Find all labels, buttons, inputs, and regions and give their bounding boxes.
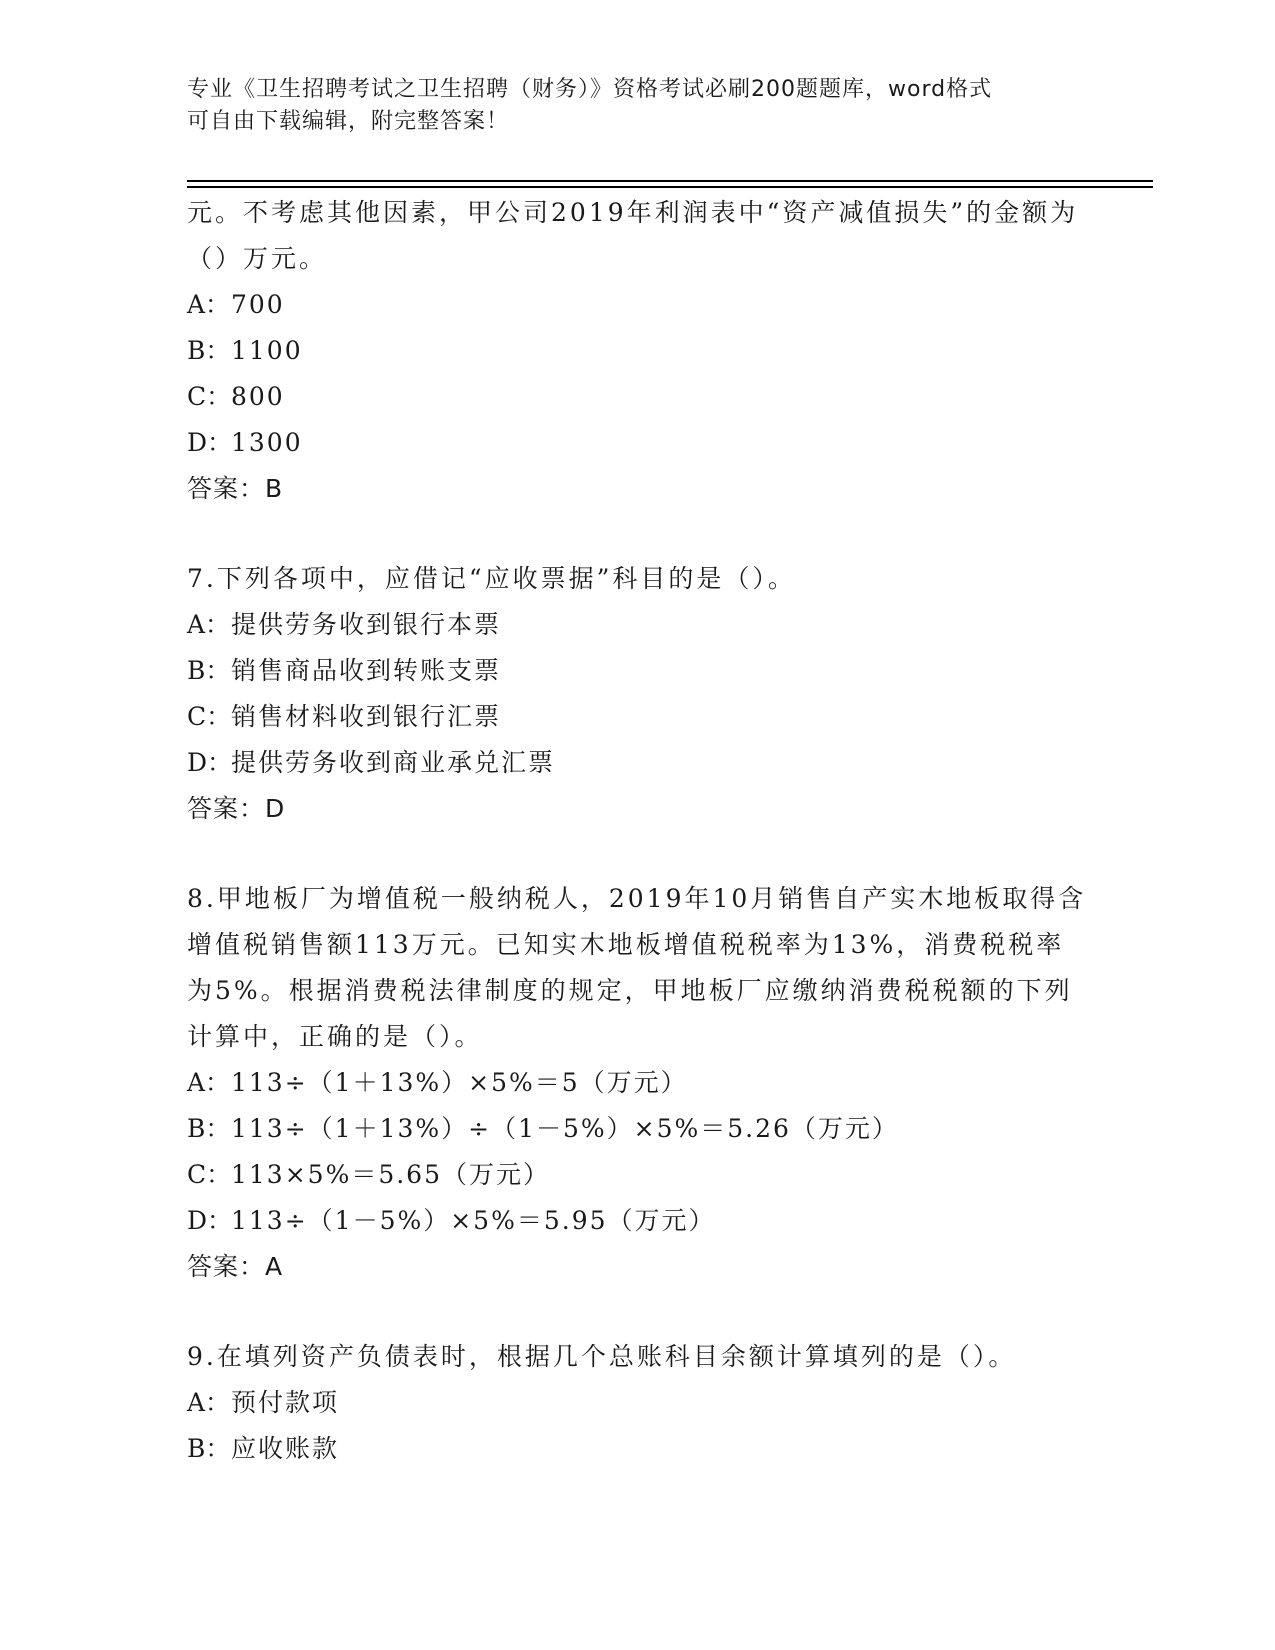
option-c [187,694,1087,740]
answer-line: 答案：D [187,794,286,823]
option-text: 销售商品收到转账支票 [231,656,502,685]
option-key: B： [187,1114,231,1143]
option-d [187,420,1087,466]
option-key: A： [187,610,231,639]
option-text: 应收账款 [231,1434,340,1463]
option-text: 700 [231,290,285,319]
option-key: C： [187,382,232,411]
option-a [187,1380,1087,1426]
option-b [187,648,1087,694]
header-line-2: 可自由下载编辑，附完整答案！ [187,109,510,134]
option-b [187,1426,1087,1472]
option-text: 提供劳务收到银行本票 [231,610,502,639]
option-key: A： [187,290,231,319]
option-key: C： [187,702,232,731]
question-stem: 元。不考虑其他因素，甲公司2019年利润表中“资产减值损失”的金额为（）万元。 [187,198,1079,273]
header-rule-top [187,180,1153,182]
option-key: B： [187,656,231,685]
document-header [187,74,1067,138]
option-d [187,740,1087,786]
option-text: 1100 [231,336,303,365]
question-8 [187,876,1087,1290]
option-text: 113×5%＝5.65（万元） [231,1160,550,1189]
option-b [187,1106,1087,1152]
option-c [187,374,1087,420]
header-line-1: 专业《卫生招聘考试之卫生招聘（财务）》资格考试必刷200题题库，word格式 [187,77,993,102]
question-7 [187,556,1087,832]
option-text: 销售材料收到银行汇票 [231,702,502,731]
option-text: 800 [231,382,285,411]
question-6 [187,190,1087,512]
option-key: C： [187,1160,232,1189]
header-rule-bottom [187,186,1153,188]
option-key: A： [187,1068,231,1097]
answer-line: 答案：A [187,1252,284,1281]
option-text: 113÷（1＋13%）÷（1－5%）×5%＝5.26（万元） [231,1114,899,1143]
answer-line: 答案：B [187,474,284,503]
option-d [187,1198,1087,1244]
option-a [187,602,1087,648]
option-b [187,328,1087,374]
option-text: 113÷（1－5%）×5%＝5.95（万元） [231,1206,716,1235]
question-stem: 9.在填列资产负债表时，根据几个总账科目余额计算填列的是（）。 [187,1342,1017,1371]
option-text: 预付款项 [231,1388,340,1417]
question-stem: 8.甲地板厂为增值税一般纳税人，2019年10月销售自产实木地板取得含增值税销售额113万元。已知实木地板增值税税率为13%，消费税税率为5%。根据消费税法律制度的规定，甲地板厂应缴纳消费税税额的下列计算中，正确的是（）。 [187,884,1087,1051]
option-c [187,1152,1087,1198]
option-a [187,1060,1087,1106]
option-key: A： [187,1388,231,1417]
option-key: D： [187,428,233,457]
option-key: B： [187,1434,231,1463]
question-stem: 7.下列各项中，应借记“应收票据”科目的是（）。 [187,564,796,593]
option-text: 提供劳务收到商业承兑汇票 [231,748,556,777]
option-key: B： [187,336,231,365]
option-text: 1300 [231,428,303,457]
option-key: D： [187,1206,233,1235]
option-text: 113÷（1＋13%）×5%＝5（万元） [231,1068,688,1097]
question-list [187,190,1087,1472]
option-a [187,282,1087,328]
question-9 [187,1334,1087,1472]
option-key: D： [187,748,233,777]
